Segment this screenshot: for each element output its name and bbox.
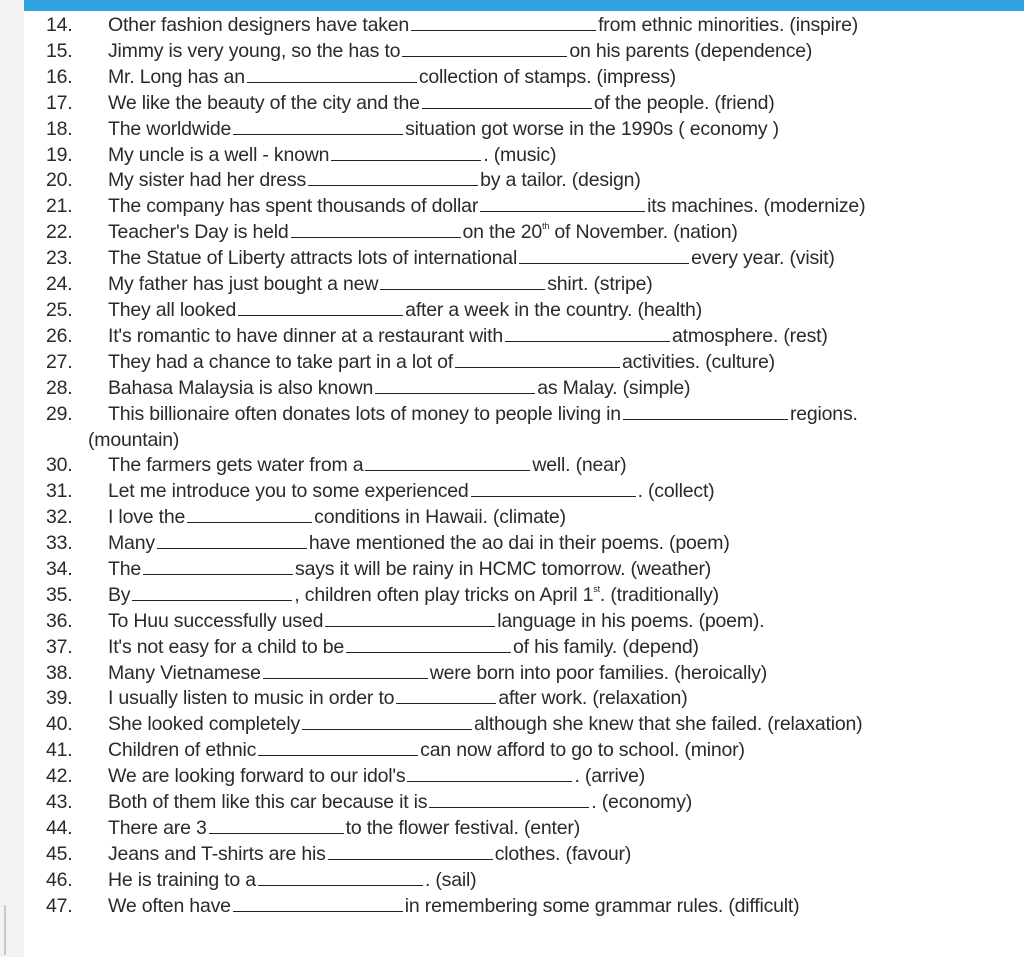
- answer-blank[interactable]: [263, 661, 428, 679]
- question-number: 32.: [46, 506, 73, 529]
- question-number: 25.: [46, 298, 73, 321]
- question-text-after: of the people. (friend): [593, 91, 775, 114]
- question-text: [108, 297, 702, 323]
- question-text-before: The: [108, 557, 142, 580]
- answer-blank[interactable]: [480, 194, 645, 212]
- question-text-before: By: [108, 583, 131, 606]
- question-text: [108, 116, 779, 142]
- answer-blank[interactable]: [233, 894, 403, 912]
- question-text-before: Bahasa Malaysia is also known: [108, 376, 374, 399]
- question-text-after: after a week in the country. (health): [405, 298, 702, 321]
- question-text: [108, 867, 476, 893]
- answer-blank[interactable]: [396, 686, 496, 704]
- question-text-after: although she knew that she failed. (relaxation): [474, 713, 863, 736]
- question-text-after: activities. (culture): [622, 350, 775, 373]
- question-text-before: There are 3: [108, 816, 207, 839]
- question-text: [108, 608, 764, 634]
- question-text-after: conditions in Hawaii. (climate): [314, 506, 566, 529]
- question-text-before: Teacher's Day is held: [108, 221, 289, 244]
- question-text-after: . (music): [483, 143, 557, 166]
- question-text-after: language in his poems. (poem).: [497, 609, 765, 632]
- question-hint-wrapped: (mountain): [88, 428, 180, 451]
- answer-blank[interactable]: [422, 91, 592, 109]
- answer-blank[interactable]: [132, 583, 292, 601]
- question-text-after: clothes. (favour): [494, 842, 632, 865]
- answer-blank[interactable]: [247, 65, 417, 83]
- question-number: 16.: [46, 65, 73, 88]
- question-text-before: The farmers gets water from a: [108, 454, 364, 477]
- question-text: [108, 193, 865, 219]
- question-text-before: I usually listen to music in order to: [108, 687, 395, 710]
- question-text: [108, 556, 711, 582]
- ordinal-suffix: st: [593, 583, 600, 594]
- answer-blank[interactable]: [411, 13, 596, 31]
- question-number: 27.: [46, 350, 73, 373]
- question-text-after: says it will be rainy in HCMC tomorrow. (weather): [295, 557, 712, 580]
- question-number: 39.: [46, 687, 73, 710]
- question-number: 45.: [46, 842, 73, 865]
- question-text: [108, 167, 641, 193]
- question-text: [108, 142, 556, 168]
- exercise-sheet: [24, 11, 1024, 957]
- ordinal-suffix: th: [542, 221, 550, 232]
- question-text-after: its machines. (modernize): [647, 195, 866, 218]
- question-text: [108, 38, 812, 64]
- question-text: [108, 64, 676, 90]
- answer-blank[interactable]: [505, 324, 670, 342]
- answer-blank[interactable]: [328, 842, 493, 860]
- question-number: 44.: [46, 816, 73, 839]
- question-number: 36.: [46, 609, 73, 632]
- answer-blank[interactable]: [187, 505, 312, 523]
- question-text-before: Mr. Long has an: [108, 65, 245, 88]
- question-text: [108, 323, 828, 349]
- question-text-before: Jeans and T-shirts are his: [108, 842, 326, 865]
- question-number: 47.: [46, 894, 73, 917]
- question-text-before: They had a chance to take part in a lot of: [108, 350, 453, 373]
- question-number: 22.: [46, 221, 73, 244]
- question-text-before: This billionaire often donates lots of money to people living in: [108, 402, 621, 425]
- question-text-before: My father has just bought a new: [108, 273, 379, 295]
- question-text-after: collection of stamps. (impress): [418, 65, 676, 88]
- question-number: 24.: [46, 273, 73, 295]
- question-text: [108, 763, 645, 789]
- question-text: [108, 634, 699, 660]
- question-text-before: Children of ethnic: [108, 739, 257, 762]
- question-text-after: . (arrive): [574, 765, 646, 788]
- answer-blank[interactable]: [258, 738, 418, 756]
- question-text-before: The Statue of Liberty attracts lots of international: [108, 247, 518, 270]
- question-text: [108, 530, 730, 556]
- question-text-before: Let me introduce you to some experienced: [108, 480, 469, 503]
- answer-blank[interactable]: [233, 117, 403, 135]
- question-text: [108, 815, 580, 841]
- answer-blank[interactable]: [519, 246, 689, 264]
- question-text-after: . (economy): [591, 791, 693, 813]
- question-text-after: on the 20: [462, 221, 543, 244]
- question-text: [108, 685, 688, 711]
- question-text-before: Many: [108, 532, 155, 554]
- question-text-after: to the flower festival. (enter): [345, 816, 581, 839]
- left-page-edge: [0, 0, 24, 957]
- question-number: 19.: [46, 143, 73, 166]
- question-text-after: , children often play tricks on April 1: [294, 583, 594, 606]
- question-text: [108, 452, 626, 478]
- question-number: 46.: [46, 868, 73, 891]
- question-text-before: It's not easy for a child to be: [108, 635, 344, 658]
- question-number: 28.: [46, 376, 73, 399]
- question-text-before: It's romantic to have dinner at a restaurant with: [108, 324, 503, 347]
- question-text-after: regions.: [789, 402, 858, 425]
- question-text-after: in remembering some grammar rules. (difficult): [404, 894, 800, 917]
- answer-blank[interactable]: [143, 557, 293, 575]
- question-number: 41.: [46, 739, 73, 762]
- question-text: [108, 245, 835, 271]
- answer-blank[interactable]: [429, 790, 589, 808]
- question-number: 43.: [46, 791, 73, 813]
- question-text-after: well. (near): [532, 454, 627, 477]
- question-text-after: . (sail): [424, 868, 477, 891]
- question-text-after: as Malay. (simple): [537, 376, 691, 399]
- answer-blank[interactable]: [291, 220, 461, 238]
- question-text-end: . (traditionally): [599, 583, 719, 606]
- question-text: [108, 375, 690, 401]
- question-text-before: We often have: [108, 894, 231, 917]
- question-text-after: situation got worse in the 1990s ( economy ): [405, 117, 779, 140]
- question-number: 37.: [46, 635, 73, 658]
- question-text: [108, 504, 566, 530]
- answer-blank[interactable]: [623, 402, 788, 420]
- answer-blank[interactable]: [407, 764, 572, 782]
- question-number: 21.: [46, 195, 73, 218]
- question-text-before: They all looked: [108, 298, 237, 321]
- answer-blank[interactable]: [238, 298, 403, 316]
- question-text-end: of November. (nation): [549, 221, 738, 244]
- question-text-before: To Huu successfully used: [108, 609, 324, 632]
- question-text-before: The worldwide: [108, 117, 232, 140]
- answer-blank[interactable]: [302, 712, 472, 730]
- answer-blank[interactable]: [258, 868, 423, 886]
- question-number: 23.: [46, 247, 73, 270]
- answer-blank[interactable]: [375, 376, 535, 394]
- question-text-before: Other fashion designers have taken: [108, 14, 410, 36]
- question-text-before: She looked completely: [108, 713, 300, 736]
- question-number: 34.: [46, 557, 73, 580]
- question-text-after: shirt. (stripe): [547, 273, 653, 295]
- question-text-after: from ethnic minorities. (inspire): [598, 14, 859, 36]
- question-text-after: every year. (visit): [691, 247, 835, 270]
- question-text-after: can now afford to go to school. (minor): [420, 739, 745, 762]
- question-text-before: Many Vietnamese: [108, 661, 261, 684]
- answer-blank[interactable]: [402, 39, 567, 57]
- question-text-after: after work. (relaxation): [498, 687, 688, 710]
- question-text: [108, 711, 862, 737]
- question-number: 31.: [46, 480, 73, 503]
- question-text: [108, 478, 714, 504]
- question-number: 20.: [46, 169, 73, 192]
- question-text: [108, 582, 719, 608]
- question-text-before: My uncle is a well - known: [108, 143, 330, 166]
- answer-blank[interactable]: [380, 272, 545, 290]
- question-number: 18.: [46, 117, 73, 140]
- question-number: 40.: [46, 713, 73, 736]
- answer-blank[interactable]: [365, 453, 530, 471]
- question-text: [108, 893, 799, 919]
- top-color-bar: [0, 0, 1024, 11]
- question-number: 35.: [46, 583, 73, 606]
- question-text-before: We are looking forward to our idol's: [108, 765, 406, 788]
- answer-blank[interactable]: [209, 816, 344, 834]
- question-text-after: atmosphere. (rest): [671, 324, 828, 347]
- question-text: [108, 841, 631, 867]
- question-text-before: The company has spent thousands of dollar: [108, 195, 479, 218]
- question-number: 30.: [46, 454, 73, 477]
- question-text-before: Both of them like this car because it is: [108, 791, 428, 813]
- question-text-before: We like the beauty of the city and the: [108, 91, 420, 114]
- question-text: [108, 789, 692, 815]
- question-text: [108, 349, 775, 375]
- answer-blank[interactable]: [331, 143, 481, 161]
- answer-blank[interactable]: [455, 350, 620, 368]
- question-number: 14.: [46, 14, 73, 36]
- question-text-after: of his family. (depend): [513, 635, 699, 658]
- answer-blank[interactable]: [471, 479, 636, 497]
- question-text-before: Jimmy is very young, so the has to: [108, 39, 401, 62]
- question-text: [108, 219, 738, 245]
- question-text-after: were born into poor families. (heroically): [429, 661, 768, 684]
- question-text: [108, 737, 745, 763]
- question-number: 29.: [46, 402, 73, 425]
- answer-blank[interactable]: [346, 635, 511, 653]
- question-text-after: . (collect): [637, 480, 715, 503]
- question-number: 38.: [46, 661, 73, 684]
- question-text: [108, 90, 775, 116]
- answer-blank[interactable]: [325, 609, 495, 627]
- question-text-before: I love the: [108, 506, 186, 529]
- question-number: 15.: [46, 39, 73, 62]
- answer-blank[interactable]: [157, 531, 307, 549]
- question-text-after: have mentioned the ao dai in their poems. (poem): [308, 532, 730, 554]
- question-text-before: He is training to a: [108, 868, 256, 891]
- question-number: 33.: [46, 532, 73, 554]
- question-text-after: by a tailor. (design): [480, 169, 641, 192]
- question-text: [108, 12, 858, 38]
- question-text-after: on his parents (dependence): [569, 39, 813, 62]
- question-text-before: My sister had her dress: [108, 169, 307, 192]
- question-number: 17.: [46, 91, 73, 114]
- question-text: [108, 660, 767, 686]
- question-number: 26.: [46, 324, 73, 347]
- answer-blank[interactable]: [308, 168, 478, 186]
- question-text: [108, 401, 858, 427]
- question-text: [108, 271, 653, 297]
- question-number: 42.: [46, 765, 73, 788]
